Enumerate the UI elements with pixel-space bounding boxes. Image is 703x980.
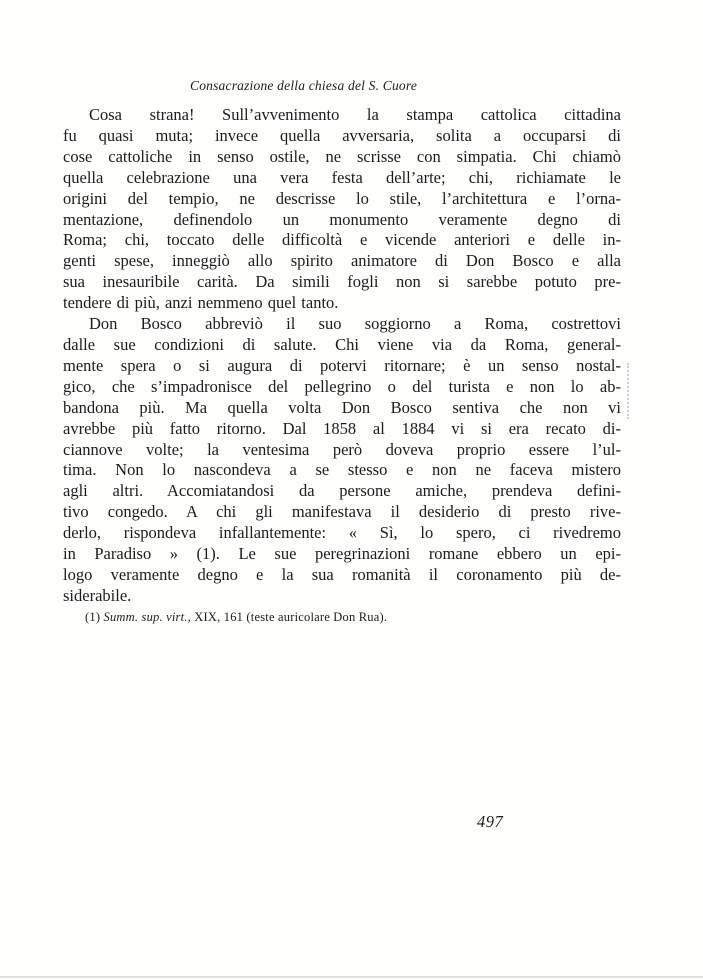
footnote-source: Summ. sup. virt., <box>103 610 191 624</box>
text-line: quella celebrazione una vera festa dell’arte; chi, richiamate le <box>63 167 621 187</box>
text-line: mente spera o si augura di potervi ritornare; è un senso nostal- <box>63 355 621 375</box>
text-line: agli altri. Accomiatandosi da persone amiche, prendeva defini- <box>63 481 621 501</box>
paragraph <box>63 314 621 607</box>
text-line: Don Bosco abbreviò il suo soggiorno a Roma, costrettovi <box>89 314 621 334</box>
text-line: in Paradiso » (1). Le sue peregrinazioni romane ebbero un epi- <box>63 544 621 564</box>
footnote <box>85 610 605 625</box>
text-line: genti spese, inneggiò allo spirito animatore di Don Bosco e alla <box>63 251 621 271</box>
bottom-scan-edge <box>0 976 703 978</box>
text-line: tivo congedo. A chi gli manifestava il desiderio di presto rive- <box>63 502 621 522</box>
text-line: avrebbe più fatto ritorno. Dal 1858 al 1884 vi si era recato di- <box>63 418 621 438</box>
text-line: tima. Non lo nascondeva a se stesso e non ne faceva mistero <box>63 460 621 480</box>
page-body-text <box>63 105 621 607</box>
text-line: logo veramente degno e la sua romanità il coronamento più de- <box>63 564 621 584</box>
text-line: origini del tempio, ne descrisse lo stile, l’architettura e l’orna- <box>63 188 621 208</box>
text-line: bandona più. Ma quella volta Don Bosco sentiva che non vi <box>63 397 621 417</box>
text-line: mentazione, definendolo un monumento veramente degno di <box>63 209 621 229</box>
footnote-reference: XIX, 161 (teste auricolare Don Rua). <box>194 610 388 624</box>
page-number: 497 <box>477 812 504 831</box>
footnote-marker: (1) <box>85 610 101 624</box>
text-line: gico, che s’impadronisce del pellegrino o del turista e non lo ab- <box>63 376 621 396</box>
text-line: derlo, rispondeva infallantemente: « Sì, lo spero, ci rivedremo <box>63 523 621 543</box>
margin-scan-artifact <box>627 363 629 419</box>
running-header: Consacrazione della chiesa del S. Cuore <box>190 78 418 93</box>
text-line: sua inesauribile carità. Da simili fogli non si sarebbe potuto pre- <box>63 272 621 292</box>
text-line: cose cattoliche in senso ostile, ne scrisse con simpatia. Chi chiamò <box>63 146 621 166</box>
text-line: Roma; chi, toccato delle difficoltà e vicende anteriori e delle in- <box>63 230 621 250</box>
text-line: Cosa strana! Sull’avvenimento la stampa cattolica cittadina <box>89 105 621 124</box>
text-line: dalle sue condizioni di salute. Chi viene via da Roma, general- <box>63 334 621 354</box>
paragraph <box>63 105 621 314</box>
text-line: siderabile. <box>63 585 132 605</box>
text-line: ciannove volte; la ventesima però doveva proprio essere l’ul- <box>63 439 621 459</box>
text-line: fu quasi muta; invece quella avversaria, solita a occuparsi di <box>63 125 621 145</box>
text-line: tendere di più, anzi nemmeno quel tanto. <box>63 293 339 313</box>
